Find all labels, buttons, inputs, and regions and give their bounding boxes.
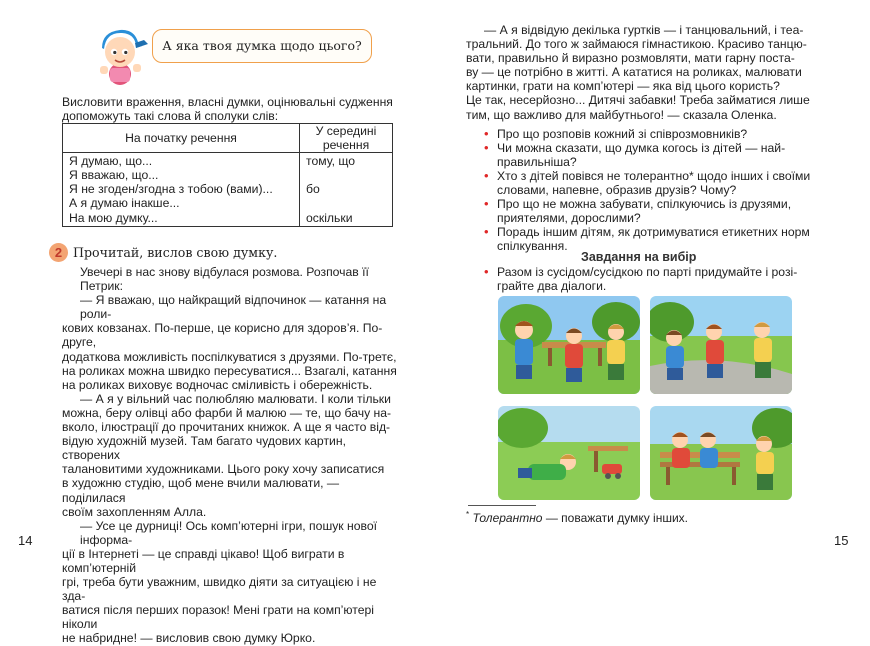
story-line: на роликах виховує водночас сміливість і обережність. [62,377,373,392]
illustration-children-painting [498,296,640,394]
conjunction [306,196,386,210]
speech-bubble: А яка твоя думка щодо цього? [152,29,372,63]
story-line: вколо, ілюстрації до прочитаних книжок. А ще я часто від- [62,420,391,435]
question-item [497,127,747,141]
bullet: • [484,264,489,279]
story-line: Увечері в нас знову відбулася розмова. Розпочав її Петрик: [80,265,369,294]
question-line: словами, напевне, образив друзів? Чому? [497,183,737,198]
bullet: • [484,168,489,183]
choice-heading: Завдання на вибір [581,250,697,264]
question-line: правильніша? [497,155,577,170]
story-line: ву — це потрібно в житті. А кататися на роликах, малювати [466,65,802,80]
table-cell-start [63,153,300,226]
illustration-children-running [650,296,792,394]
phrase: На мою думку... [69,210,158,225]
story-line: в художню студію, щоб мене вчили малювати, — поділилася [62,476,340,505]
story-line: на роликах можна швидко пересуватися... Взагалі, катання [62,363,397,378]
story-line: — Я вважаю, що найкращий відпочинок — катання на роли- [80,293,387,322]
choice-line: грайте два діалоги. [497,279,607,294]
question-line: Хто з дітей повівся не толерантно* щодо інших і своїми [497,169,811,183]
story-line: — Усе це дурниці! Ось комп’ютерні ігри, пошук нової інформа- [80,518,378,547]
choice-task [497,265,797,293]
story-line: картинки, грати на комп’ютері — яка від цього користь? [466,79,780,94]
story-line: Це так, несерйозно... Дитячі забавки! Треба займатися лише [466,93,810,108]
page-number-right: 15 [834,533,849,548]
footnote-term: Толерантно [472,511,543,525]
illustration-children-bench [650,406,792,500]
question-line: Про що не можна забувати, спілкуючись із друзями, [497,197,792,211]
story-line: не набридне! — висловив свою думку Юрко. [62,631,316,646]
conjunction: оскільки [306,210,353,225]
story-line: кових ковзанах. По-перше, це корисно для здоров’я. По-друге, [62,321,383,350]
task-title: Прочитай, вислов свою думку. [73,245,278,260]
story-line: вати, правильно й виразно розмовляти, мати гарну поста- [466,51,795,66]
question-item [497,141,785,169]
story-line: відую художній музей. Там багато чудових картин, створених [62,434,346,463]
conjunction: тому, що [306,154,356,169]
story-line: — А я у вільний час полюбляю малювати. І коли тільки [80,391,391,406]
question-line: спілкування. [497,239,568,254]
question-item [497,197,791,225]
footnote-divider [468,505,536,506]
intro-line: допоможуть такі слова й сполуки слів: [62,109,279,124]
cartoon-boy-illustration [92,24,152,86]
question-item [497,225,810,253]
illustration-child-fallen [498,406,640,500]
question-item [497,169,810,197]
story-text-left [62,265,402,646]
question-line: Чи можна сказати, що думка когось із дітей — най- [497,141,786,155]
story-line: грі, треба бути уважним, швидко діяти за ситуацією і не зда- [62,575,377,604]
story-line: талановитими художниками. Цього року хочу записатися [62,462,385,477]
story-line: можна, беру олівці або фарби й малюю — те, що бачу на- [62,405,392,420]
story-line: тральний. До того ж займаюся гімнастикою. Красиво танцю- [466,37,807,52]
footnote-star: * [466,510,470,519]
bullet: • [484,126,489,141]
phrase: Я вважаю, що... [69,168,159,183]
table-header-middle [300,124,393,153]
table-cell-middle [300,153,393,226]
story-line: ції в Інтернеті — це справді цікаво! Щоб виграти в комп’ютерній [62,546,345,575]
table-header-start: На початку речення [63,124,300,153]
story-line: своїм захопленням Алла. [62,504,207,519]
story-line: додаткова можливість поспілкуватися з друзями. По-третє, [62,349,397,364]
question-line: приятелями, дорослими? [497,211,641,226]
header-line: У середині [315,124,377,138]
story-line: — А я відвідую декілька гуртків — і танцювальний, і теа- [484,23,804,37]
page-number-left: 14 [18,533,33,548]
question-line: Про що розповів кожний зі співрозмовників? [497,127,748,141]
phrases-table [62,123,393,227]
story-line: тим, що важливо для майбутнього! — сказала Оленка. [466,107,777,122]
bullet: • [484,140,489,155]
question-line: Порадь іншим дітям, як дотримуватися етикетних норм [497,225,810,239]
footnote-definition: — поважати думку інших. [542,511,689,525]
footnote [466,508,688,525]
intro-text [62,95,393,123]
phrase: Я думаю, що... [69,154,153,169]
story-text-right [466,23,826,122]
bullet: • [484,196,489,211]
bullet: • [484,224,489,239]
conjunction [306,168,386,182]
intro-line: Висловити враження, власні думки, оцінювальні судження [62,95,393,109]
task-number-badge: 2 [49,243,68,262]
story-line: ватися після перших поразок! Мені грати на комп’ютері ніколи [62,603,374,632]
phrase: А я думаю інакше... [69,196,180,211]
phrase: Я не згоден/згодна з тобою (вами)... [69,182,273,197]
conjunction: бо [306,182,320,197]
header-line: речення [322,138,370,153]
choice-line: Разом із сусідом/сусідкою по парті придумайте і розі- [497,265,798,279]
